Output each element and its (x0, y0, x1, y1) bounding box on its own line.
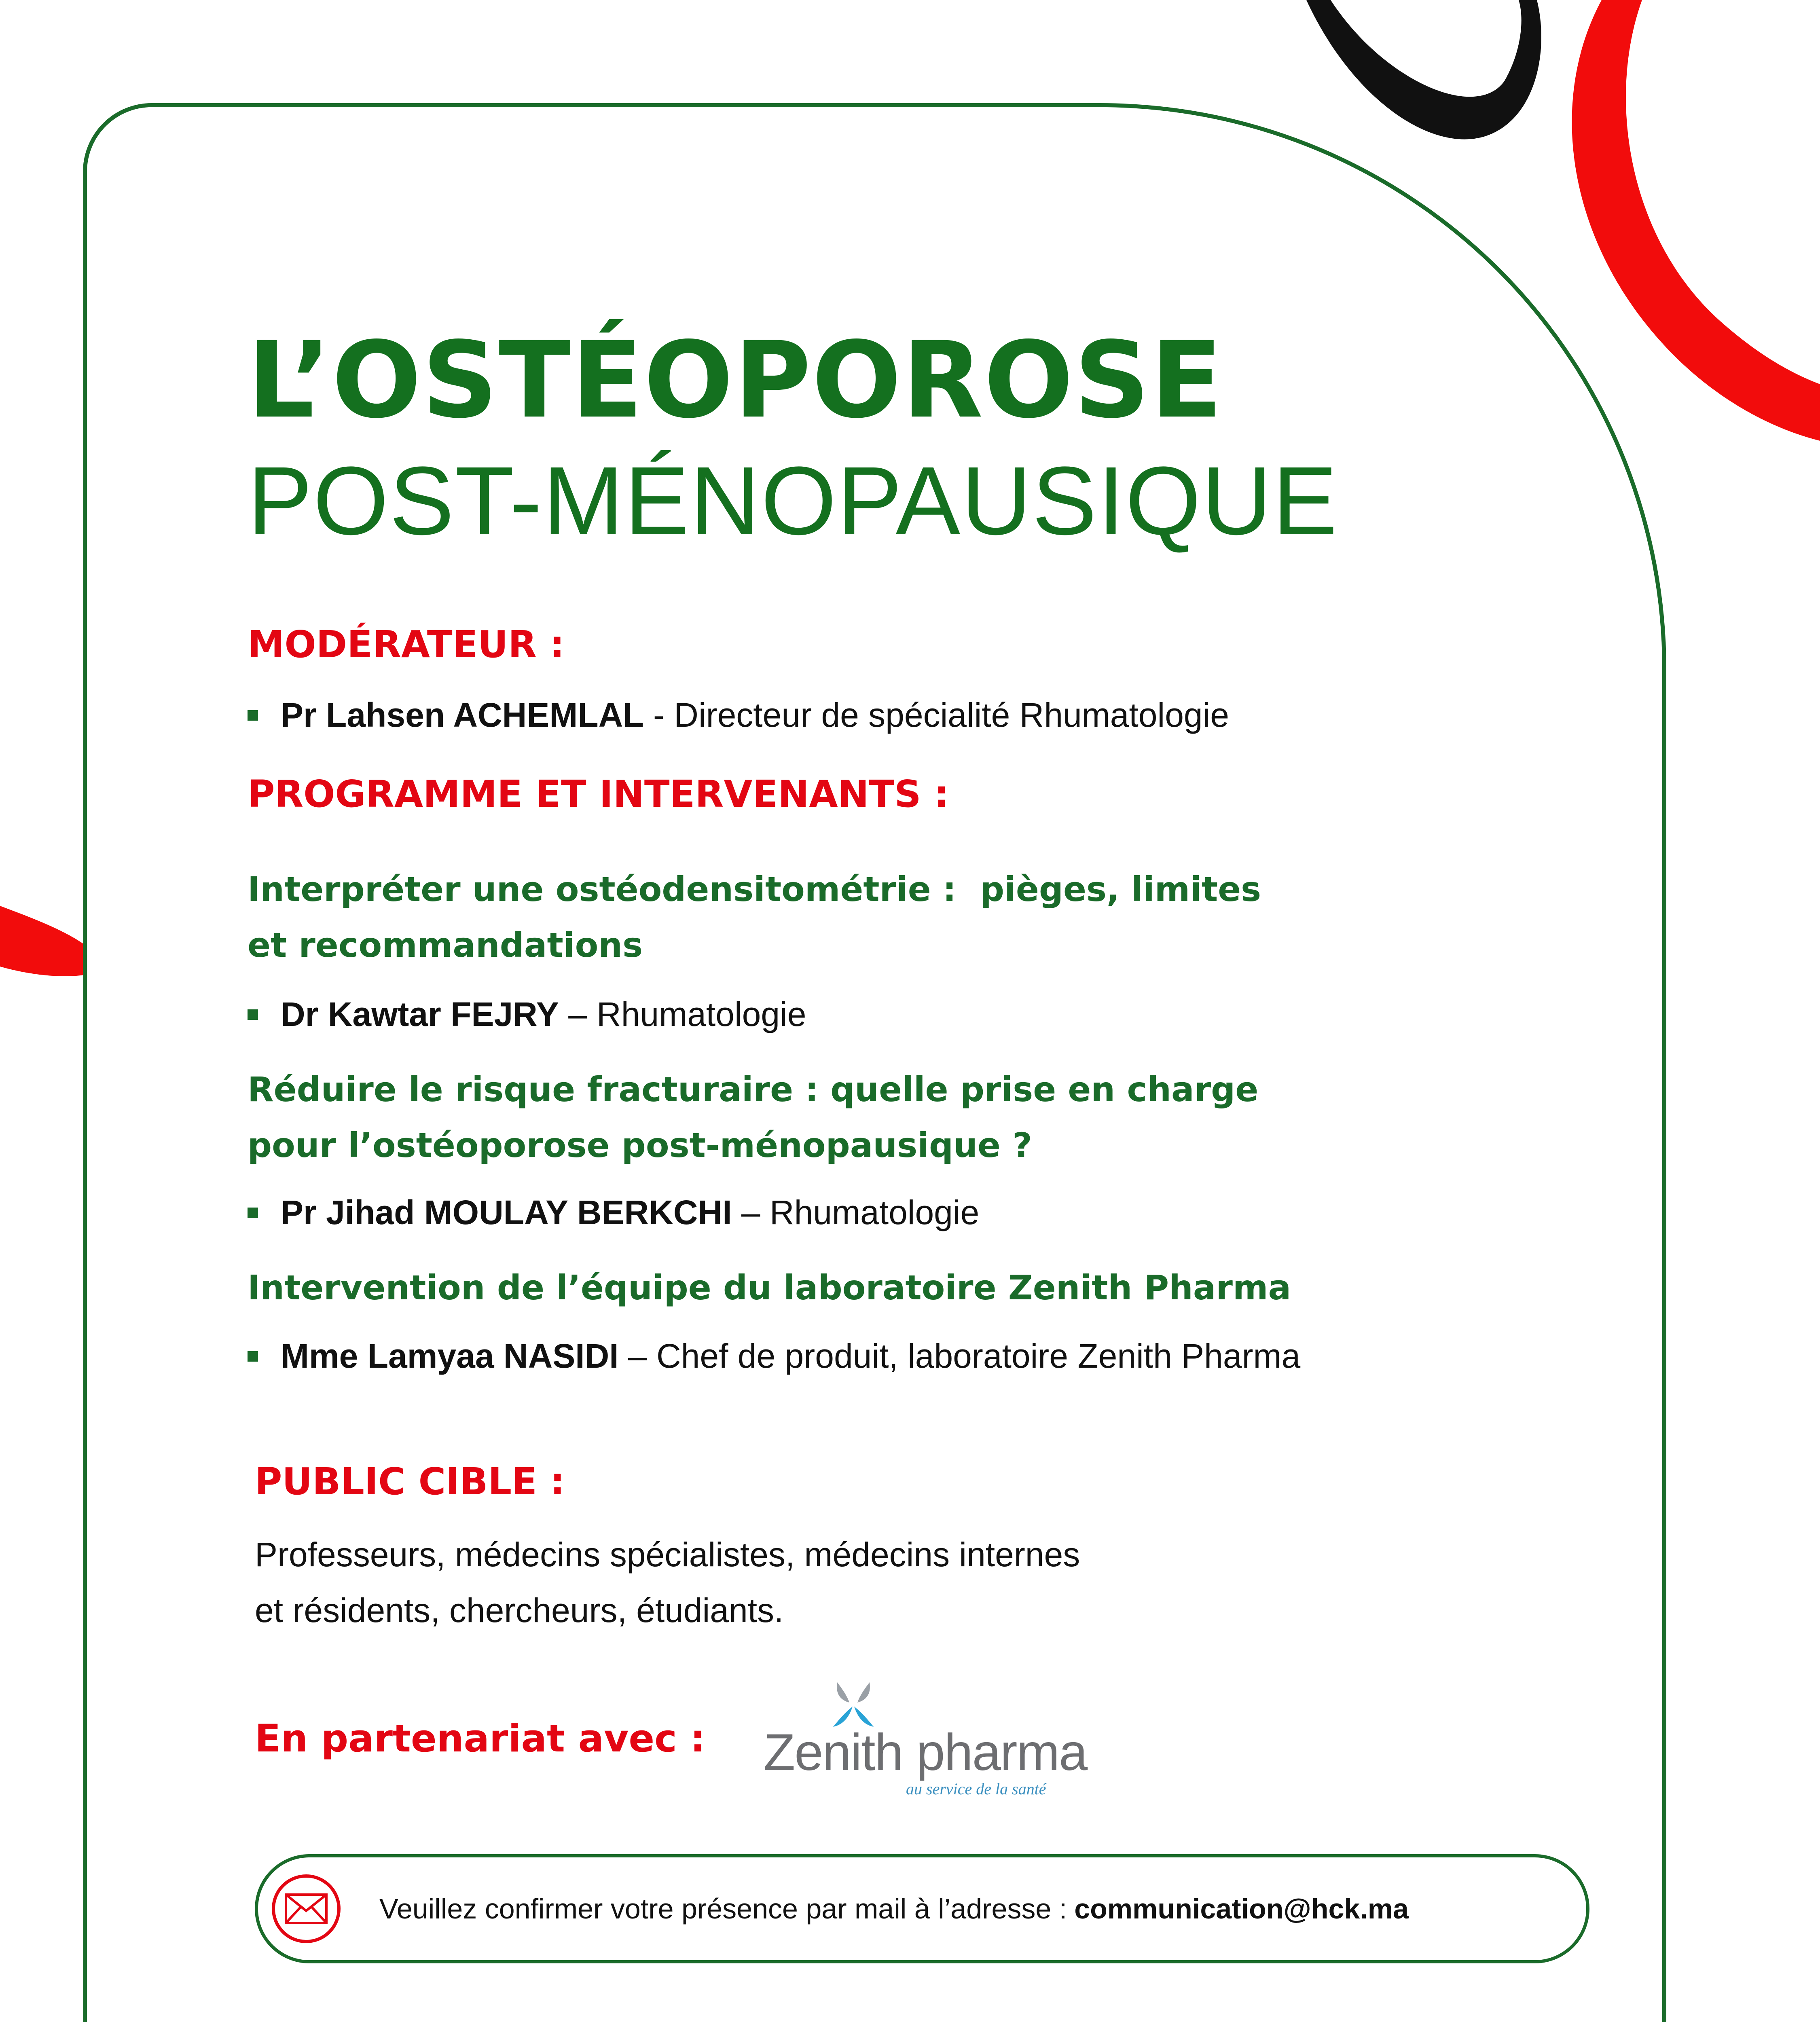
session-1-role: – Rhumatologie (559, 995, 806, 1033)
bullet-square (248, 1351, 258, 1362)
zenith-logo-name: Zenith pharma (764, 1724, 1087, 1781)
session-2-speaker-line (248, 1193, 979, 1232)
bullet-square (248, 1009, 258, 1020)
rsvp-email-link[interactable]: communication@hck.ma (1074, 1893, 1409, 1925)
session-3-speaker: Mme Lamyaa NASIDI (281, 1337, 619, 1375)
envelope-icon (272, 1874, 341, 1943)
session-3-role: – Chef de produit, laboratoire Zenith Pharma (618, 1337, 1301, 1375)
black-arc-shape (1306, 0, 1541, 139)
rsvp-message: Veuillez confirmer votre présence par mail à l’adresse : (379, 1893, 1067, 1925)
zenith-pharma-logo (760, 1678, 1087, 1798)
moderator-line (248, 696, 1229, 735)
red-arc-top-right (1572, 0, 1820, 441)
bullet-square (248, 710, 258, 721)
rsvp-banner (255, 1854, 1589, 1963)
session-1-topic (248, 861, 1261, 973)
session-1-topic-line-2: et recommandations (248, 925, 643, 965)
red-arc-left (0, 906, 87, 976)
audience-line-1: Professeurs, médecins spécialistes, médecins internes (255, 1536, 1080, 1574)
audience-text (255, 1527, 1080, 1638)
title-line-1: L’OSTÉOPOROSE (248, 319, 1223, 442)
title-line-2: POST-MÉNOPAUSIQUE (248, 446, 1338, 555)
moderator-role: - Directeur de spécialité Rhumatologie (643, 696, 1229, 734)
moderator-name: Pr Lahsen ACHEMLAL (281, 696, 644, 734)
session-2-topic (248, 1062, 1258, 1173)
session-3-topic (248, 1260, 1291, 1316)
session-2-topic-line-1: Réduire le risque fracturaire : quelle prise en charge (248, 1070, 1259, 1109)
moderator-heading: MODÉRATEUR : (248, 623, 565, 666)
program-heading: PROGRAMME ET INTERVENANTS : (248, 772, 949, 816)
session-3-speaker-line (248, 1337, 1300, 1376)
session-1-speaker-line (248, 995, 806, 1034)
session-3-topic-line-1: Intervention de l’équipe du laboratoire Zenith Pharma (248, 1268, 1291, 1307)
zenith-logo-tagline: au service de la santé (906, 1780, 1046, 1798)
session-2-topic-line-2: pour l’ostéoporose post-ménopausique ? (248, 1125, 1032, 1165)
audience-line-2: et résidents, chercheurs, étudiants. (255, 1591, 784, 1629)
partner-label: En partenariat avec : (255, 1717, 706, 1761)
session-1-speaker: Dr Kawtar FEJRY (281, 995, 559, 1033)
session-2-role: – Rhumatologie (732, 1193, 980, 1231)
session-1-topic-line-1: Interpréter une ostéodensitométrie : pièges, limites (248, 869, 1261, 909)
bullet-square (248, 1208, 258, 1218)
audience-heading: PUBLIC CIBLE : (255, 1460, 565, 1503)
rsvp-text (379, 1857, 1409, 1960)
session-2-speaker: Pr Jihad MOULAY BERKCHI (281, 1193, 732, 1231)
